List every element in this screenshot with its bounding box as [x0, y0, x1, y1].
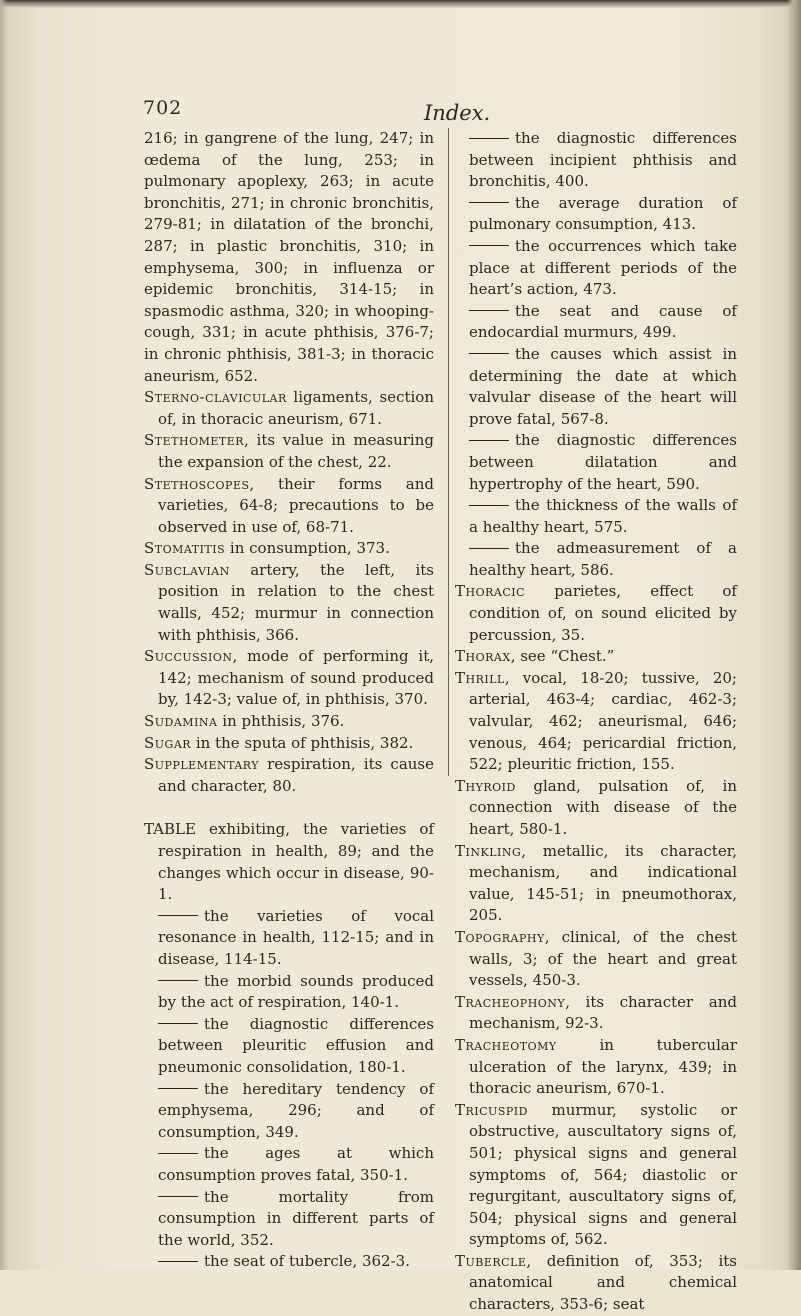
index-entry — [455, 841, 737, 927]
sub-entry: the morbid sounds produced by the act of respiration, 140-1. — [158, 971, 434, 1012]
index-entry — [144, 646, 434, 711]
index-entry — [455, 581, 737, 646]
entry-head: Tracheotomy — [455, 1035, 557, 1054]
entry-head: Stomatitis — [144, 539, 226, 558]
entry-text: , see “Chest.” — [510, 647, 615, 666]
page-left-edge — [0, 0, 8, 1270]
running-head: Index. — [424, 101, 491, 125]
ditto-dash — [469, 353, 509, 354]
index-entry — [144, 560, 434, 646]
entry-text: , definition of, 353; its anatomical and chemical characters, 353-6; seat — [469, 1251, 737, 1314]
sub-entry: the average duration of pulmonary consumption, 413. — [469, 193, 737, 234]
index-entry — [144, 754, 434, 797]
index-entry — [455, 927, 737, 992]
page-top-edge — [0, 0, 801, 8]
ditto-dash — [158, 1261, 198, 1262]
entry-text: , clinical, of the chest walls, 3; of the heart and great vessels, 450-3. — [469, 927, 737, 990]
index-entry — [455, 776, 737, 841]
entry-text: , mode of performing it, 142; mechanism of sound produced by, 142-3; value of, in phthisis, 370. — [158, 647, 434, 709]
entry-text: in phthisis, 376. — [217, 712, 345, 731]
index-entry — [144, 430, 434, 473]
ditto-dash — [469, 505, 509, 506]
index-entry — [455, 668, 737, 776]
ditto-dash — [158, 1196, 198, 1197]
sub-entry: the varieties of vocal resonance in health, 112-15; and in disease, 114-15. — [158, 906, 434, 968]
entry-text: in tubercular ulceration of the larynx, 439; in thoracic aneurism, 670-1. — [469, 1035, 737, 1098]
entry-text: in the sputa of phthisis, 382. — [191, 733, 414, 752]
entry-head: Sudamina — [144, 712, 218, 731]
entry-text: parietes, effect of condition of, on sound elicited by percussion, 35. — [469, 582, 737, 644]
index-entry — [455, 1251, 737, 1316]
sub-entry: the diagnostic differences between pleuritic effusion and pneumonic consolidation, 180-1. — [158, 1014, 434, 1076]
continued-entry: 216; in gangrene of the lung, 247; in œdema of the lung, 253; in pulmonary apoplexy, 263; in acute bronchitis, 271; in chronic bronchitis, 279-81; in dilatation of the bronchi, 287; in plastic bronchitis, 310; in emphysema, 300; in influenza or epidemic bronchitis, 314-15; in spasmodic asthma, 320; in whooping-cough, 331; in acute phthisis, 376-7; in chronic phthisis, 381-3; in thoracic aneurism, 652. — [144, 129, 434, 385]
table-entry: TABLE exhibiting, the varieties of respiration in health, 89; and the changes which occur in disease, 90-1. — [144, 820, 434, 904]
ditto-dash — [469, 440, 509, 441]
page-number: 702 — [143, 97, 183, 119]
entry-text: , metallic, its character, mechanism, and indicational value, 145-51; in pneumothorax, 205. — [469, 841, 737, 925]
ditto-dash — [469, 202, 509, 203]
entry-head: Tubercle — [455, 1251, 527, 1270]
entry-head: Thoracic — [455, 582, 526, 601]
sub-entry: the ages at which consumption proves fatal, 350-1. — [158, 1144, 434, 1184]
entry-head: Tricuspid — [455, 1100, 528, 1119]
ditto-dash — [158, 1088, 198, 1089]
entry-head: Thorax — [455, 647, 511, 666]
ditto-dash — [158, 1023, 198, 1024]
ditto-dash — [469, 138, 509, 139]
entry-head: Tinkling — [455, 841, 522, 860]
index-entry — [144, 538, 434, 560]
entry-text: ligaments, section of, in thoracic aneurism, 671. — [158, 388, 434, 428]
index-entry — [144, 733, 434, 755]
entry-text: artery, the left, its position in relation to the chest walls, 452; murmur in connection with phthisis, 366. — [158, 560, 434, 644]
sub-entry: the thickness of the walls of a healthy heart, 575. — [469, 496, 737, 536]
entry-text: murmur, systolic or obstructive, auscultatory signs of, 501; physical signs and general symptoms of, 564; diastolic or regurgitant, auscultatory signs of, 504; physical signs and general symptoms of, 562. — [469, 1100, 737, 1249]
right-column — [455, 128, 737, 1316]
index-entry — [455, 646, 737, 668]
column-divider — [448, 128, 449, 776]
entry-text: , their forms and varieties, 64-8; precautions to be observed in use of, 68-71. — [158, 474, 434, 536]
page-right-edge — [787, 0, 801, 1270]
sub-entry: the seat of tubercle, 362-3. — [144, 1251, 434, 1273]
entry-head: Topography — [455, 927, 545, 946]
sub-entry: the mortality from consumption in different parts of the world, 352. — [158, 1187, 434, 1249]
entry-text: , its value in measuring the expansion of the chest, 22. — [158, 431, 434, 471]
index-entry — [144, 711, 434, 733]
ditto-dash — [469, 245, 509, 246]
entry-head: Sugar — [144, 733, 192, 752]
ditto-dash — [158, 915, 198, 916]
sub-entry: the diagnostic differences between dilatation and hypertrophy of the heart, 590. — [469, 431, 737, 493]
entry-text: respiration, its cause and character, 80. — [158, 755, 434, 795]
index-entry — [455, 1100, 737, 1251]
sub-entry: the hereditary tendency of emphysema, 296; and of consumption, 349. — [158, 1079, 434, 1141]
entry-head: Subclavian — [144, 560, 230, 579]
entry-text: in consumption, 373. — [225, 539, 390, 558]
index-entry — [144, 474, 434, 539]
entry-head: Thyroid — [455, 776, 516, 795]
ditto-dash — [469, 310, 509, 311]
ditto-dash — [469, 548, 509, 549]
sub-entry: the diagnostic differences between incipient phthisis and bronchitis, 400. — [469, 129, 737, 191]
index-entry — [455, 1035, 737, 1100]
left-column — [144, 128, 434, 1273]
entry-text: , vocal, 18-20; tussive, 20; arterial, 463-4; cardiac, 462-3; valvular, 462; aneurismal, 646; venous, 464; pericardial friction, 522; pleuritic friction, 155. — [469, 668, 737, 774]
entry-head: Thrill — [455, 668, 505, 687]
entry-head: Supplementary — [144, 755, 259, 774]
entry-text: , its character and mechanism, 92-3. — [469, 992, 737, 1033]
entry-head: Tracheophony — [455, 992, 566, 1011]
entry-head: Stethometer — [144, 431, 245, 450]
entry-head: Sterno-clavicular — [144, 388, 287, 407]
ditto-dash — [158, 980, 198, 981]
sub-entry: the causes which assist in determining the date at which valvular disease of the heart will prove fatal, 567-8. — [469, 344, 737, 428]
index-entry — [144, 387, 434, 430]
index-entry — [455, 992, 737, 1035]
section-gap — [144, 797, 434, 819]
sub-entry: the admeasurement of a healthy heart, 586. — [469, 539, 737, 579]
entry-head: Succussion — [144, 647, 233, 666]
entry-text: gland, pulsation of, in connection with disease of the heart, 580-1. — [469, 776, 737, 838]
sub-entry: the occurrences which take place at different periods of the heart’s action, 473. — [469, 236, 737, 299]
entry-head: Stethoscopes — [144, 474, 250, 493]
ditto-dash — [158, 1153, 198, 1154]
sub-entry: the seat and cause of endocardial murmurs, 499. — [469, 301, 737, 342]
